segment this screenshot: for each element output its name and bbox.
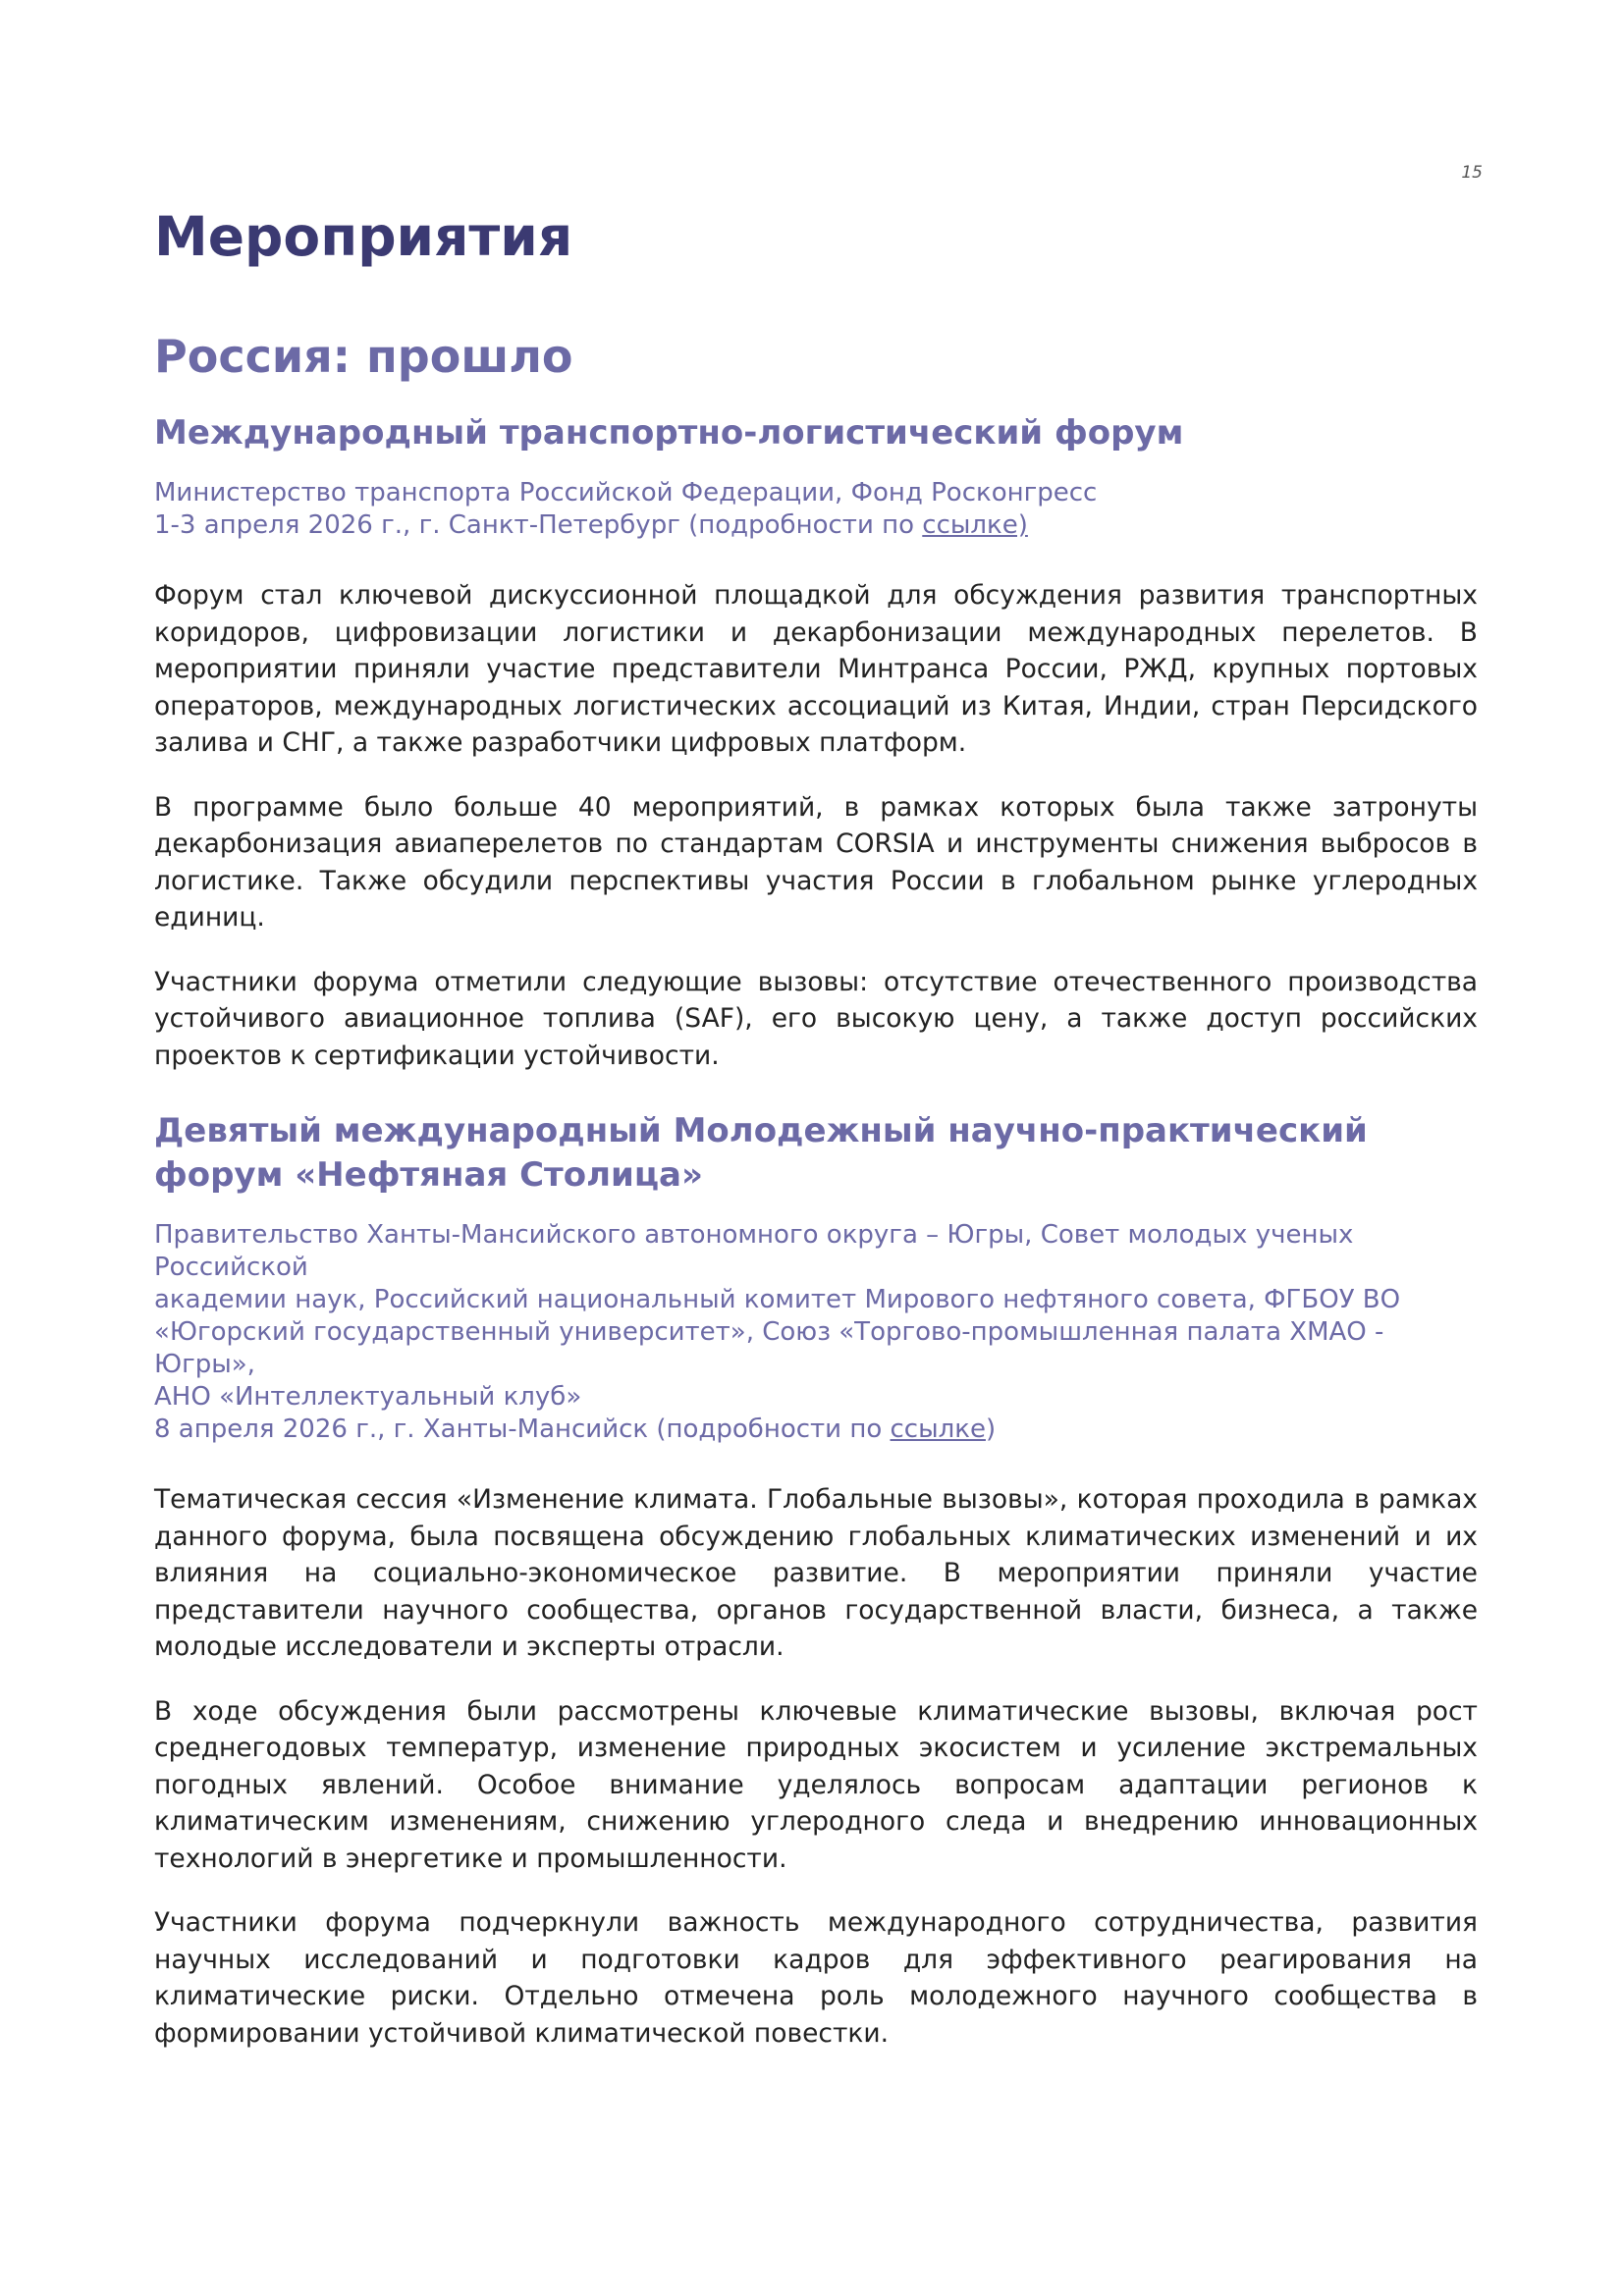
event-date-line	[154, 1414, 1478, 1446]
event-heading	[154, 1109, 1478, 1198]
event-organizers-line: Правительство Ханты-Мансийского автономного округа – Югры, Совет молодых ученых Российской	[154, 1220, 1354, 1282]
section-heading: Россия: прошло	[154, 330, 573, 383]
event-heading-line: Международный транспортно-логистический форум	[154, 413, 1184, 453]
page-content	[154, 201, 1478, 2052]
event-organizers-line: академии наук, Российский национальный комитет Мирового нефтяного совета, ФГБОУ ВО	[154, 1285, 1401, 1314]
event-organizers-line: АНО «Интеллектуальный клуб»	[154, 1382, 582, 1412]
event-date: 1-3 апреля 2026 г., г. Санкт-Петербург (подробности по	[154, 510, 923, 540]
page-title: Мероприятия	[154, 205, 573, 268]
event-block-1	[154, 411, 1478, 1074]
event-paragraph: Участники форума подчеркнули важность международного сотрудничества, развития научных исследований и подготовки кадров для эффективного реагирования на климатические риски. Отдельно отмечена роль молодежного научного сообщества в формировании устойчивой климатической повестки.	[154, 1907, 1478, 2049]
event-heading-line: Девятый международный Молодежный научно-практический	[154, 1111, 1368, 1150]
event-date-suffix: )	[985, 1415, 997, 1444]
event-organizers-line: «Югорский государственный университет», Союз «Торгово-промышленная палата ХМАО - Югры»,	[154, 1317, 1384, 1379]
event-paragraph: В программе было больше 40 мероприятий, в рамках которых была также затронуты декарбонизация авиаперелетов по стандартам CORSIA и инструменты снижения выбросов в логистике. Также обсудили перспективы участия России в глобальном рынке углеродных единиц.	[154, 791, 1478, 933]
event-heading	[154, 411, 1478, 455]
event-date: 8 апреля 2026 г., г. Ханты-Мансийск (подробности по	[154, 1415, 891, 1444]
event-details-link[interactable]: ссылке)	[922, 510, 1028, 540]
event-meta	[154, 1219, 1478, 1446]
event-date-line	[154, 509, 1478, 542]
event-block-2	[154, 1109, 1478, 2052]
event-meta	[154, 477, 1478, 542]
page-number: 15	[1461, 163, 1483, 183]
event-details-link[interactable]: ссылке	[890, 1415, 986, 1444]
event-paragraph: В ходе обсуждения были рассмотрены ключевые климатические вызовы, включая рост среднегодовых температур, изменение природных экосистем и усиление экстремальных погодных явлений. Особое внимание уделялось вопросам адаптации регионов к климатическим изменениям, снижению углеродного следа и внедрению инновационных технологий в энергетике и промышленности.	[154, 1695, 1478, 1874]
event-paragraph: Участники форума отметили следующие вызовы: отсутствие отечественного производства устойчивого авиационное топлива (SAF), его высокую цену, а также доступ российских проектов к сертификации устойчивости.	[154, 966, 1478, 1071]
event-paragraph: Тематическая сессия «Изменение климата. Глобальные вызовы», которая проходила в рамках данного форума, была посвящена обсуждению глобальных климатических изменений и их влияния на социально-экономическое развитие. В мероприятии приняли участие представители научного сообщества, органов государственной власти, бизнеса, а также молодые исследователи и эксперты отрасли.	[154, 1484, 1478, 1662]
event-paragraph: Форум стал ключевой дискуссионной площадкой для обсуждения развития транспортных коридоров, цифровизации логистики и декарбонизации международных перелетов. В мероприятии приняли участие представители Минтранса России, РЖД, крупных портовых операторов, международных логистических ассоциаций из Китая, Индии, стран Персидского залива и СНГ, а также разработчики цифровых платформ.	[154, 580, 1478, 758]
event-heading-line: форум «Нефтяная Столица»	[154, 1155, 703, 1195]
event-organizers: Министерство транспорта Российской Федерации, Фонд Росконгресс	[154, 478, 1098, 507]
